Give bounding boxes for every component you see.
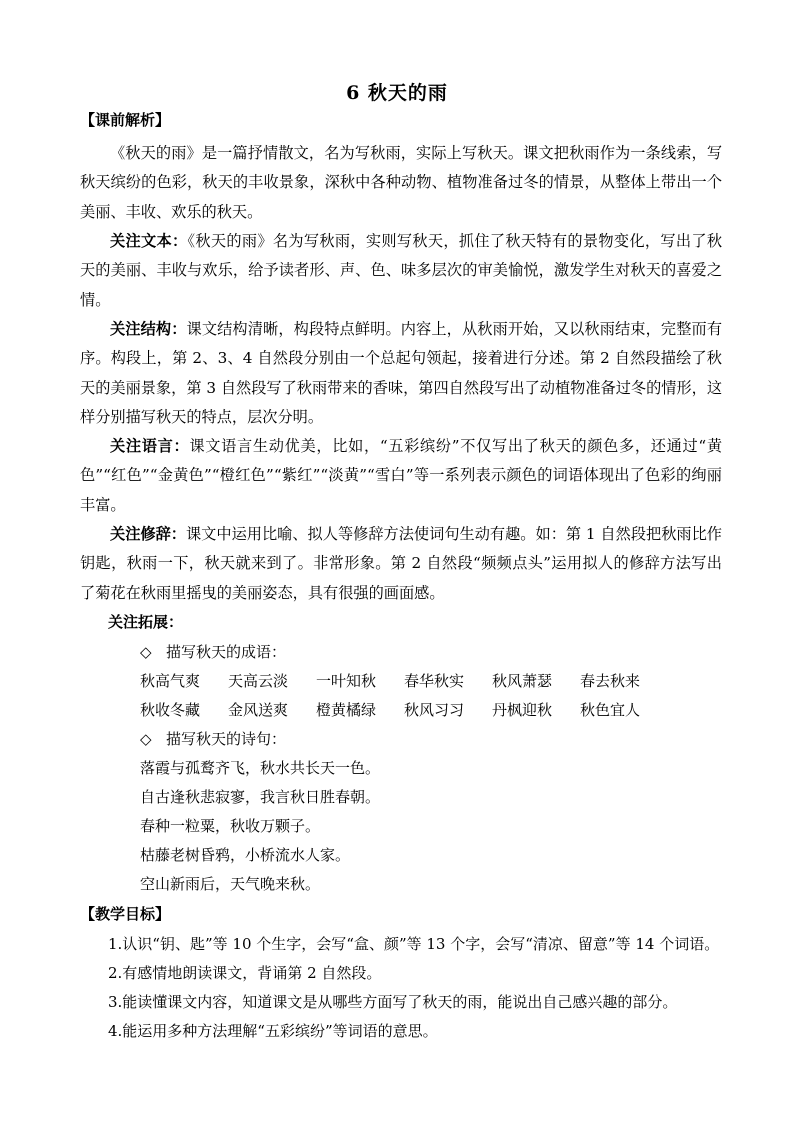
poems-heading	[140, 729, 286, 749]
goal-item: 4.能运用多种方法理解“五彩缤纷”等词语的意思。	[108, 1022, 438, 1040]
idiom-item: 天高云淡	[228, 672, 289, 690]
focus-extension-label: 关注拓展：	[108, 613, 184, 631]
focus-structure-paragraph	[80, 315, 722, 432]
idioms-heading-text: 描写秋天的成语：	[166, 643, 287, 661]
pre-analysis-heading: 【课前解析】	[80, 111, 171, 129]
intro-paragraph: 《秋天的雨》是一篇抒情散文，名为写秋雨，实际上写秋天。课文把秋雨作为一条线索，写秋天缤纷的色彩，秋天的丰收景象，深秋中各种动物、植物准备过冬的情景，从整体上带出一个美丽、丰收、欢乐的秋天。	[80, 144, 722, 221]
focus-structure-label: 关注结构：	[110, 320, 187, 338]
goal-item: 3.能读懂课文内容，知道课文是从哪些方面写了秋天的雨，能说出自己感兴趣的部分。	[108, 993, 678, 1011]
idiom-item: 秋风习习	[404, 701, 465, 719]
poem-line: 落霞与孤鹜齐飞，秋水共长天一色。	[140, 759, 381, 777]
focus-text-label: 关注文本：	[110, 232, 188, 250]
idiom-item: 秋色宜人	[580, 701, 641, 719]
focus-text-body: 《秋天的雨》名为写秋雨，实则写秋天，抓住了秋天特有的景物变化，写出了秋天的美丽、丰收与欢乐，给予读者形、声、色、味多层次的审美愉悦，激发学生对秋天的喜爱之情。	[80, 232, 723, 309]
diamond-bullet-icon: ◇	[140, 730, 152, 748]
idiom-item: 秋风萧瑟	[492, 672, 553, 690]
poem-line: 自古逢秋悲寂寥，我言秋日胜春朝。	[140, 788, 381, 806]
poem-line: 枯藤老树昏鸦，小桥流水人家。	[140, 846, 351, 864]
goals-heading: 【教学目标】	[80, 905, 171, 923]
idiom-item: 春华秋实	[404, 672, 465, 690]
idiom-item: 金风送爽	[228, 701, 289, 719]
focus-rhetoric-label: 关注修辞：	[110, 525, 186, 543]
idioms-row-1	[140, 671, 668, 691]
idioms-row-2	[140, 700, 668, 720]
focus-rhetoric-body: 课文中运用比喻、拟人等修辞方法使词句生动有趣。如：第 1 自然段把秋雨比作钥匙，秋雨一下，秋天就来到了。非常形象。第 2 自然段“频频点头”运用拟人的修辞方法写出了菊花在秋雨里摇曳的美丽姿态，具有很强的画面感。	[80, 525, 722, 602]
idiom-item: 秋高气爽	[140, 672, 201, 690]
poem-line: 春种一粒粟，秋收万颗子。	[140, 817, 321, 835]
goal-item: 2.有感情地朗读课文，背诵第 2 自然段。	[108, 964, 382, 982]
idiom-item: 春去秋来	[580, 672, 641, 690]
focus-rhetoric-paragraph	[80, 520, 722, 608]
focus-language-body: 课文语言生动优美，比如，“五彩缤纷”不仅写出了秋天的颜色多，还通过“黄色”“红色”“金黄色”“橙红色”“紫红”“淡黄”“雪白”等一系列表示颜色的词语体现出了色彩的绚丽丰富。	[80, 437, 723, 514]
poem-line: 空山新雨后，天气晚来秋。	[140, 875, 321, 893]
focus-structure-body: 课文结构清晰，构段特点鲜明。内容上，从秋雨开始，又以秋雨结束，完整而有序。构段上，第 2、3、4 自然段分别由一个总起句领起，接着进行分述。第 2 自然段描绘了秋天的美丽景象，第 3 自然段写了秋雨带来的香味，第四自然段写出了动植物准备过冬的情形，这样分别描写秋天的特点，层次分明。	[80, 320, 723, 426]
idiom-item: 橙黄橘绿	[316, 701, 377, 719]
idiom-item: 丹枫迎秋	[492, 701, 553, 719]
lesson-title: 6 秋天的雨	[346, 82, 448, 104]
idiom-item: 秋收冬藏	[140, 701, 201, 719]
idiom-item: 一叶知秋	[316, 672, 377, 690]
goal-item: 1.认识“钥、匙”等 10 个生字，会写“盒、颜”等 13 个字，会写“清凉、留意”等 14 个词语。	[108, 935, 720, 953]
focus-text-paragraph	[80, 227, 722, 315]
diamond-bullet-icon: ◇	[140, 643, 152, 661]
focus-language-paragraph	[80, 432, 722, 520]
idioms-heading	[140, 642, 286, 662]
focus-language-label: 关注语言：	[110, 437, 190, 455]
poems-heading-text: 描写秋天的诗句：	[166, 730, 287, 748]
